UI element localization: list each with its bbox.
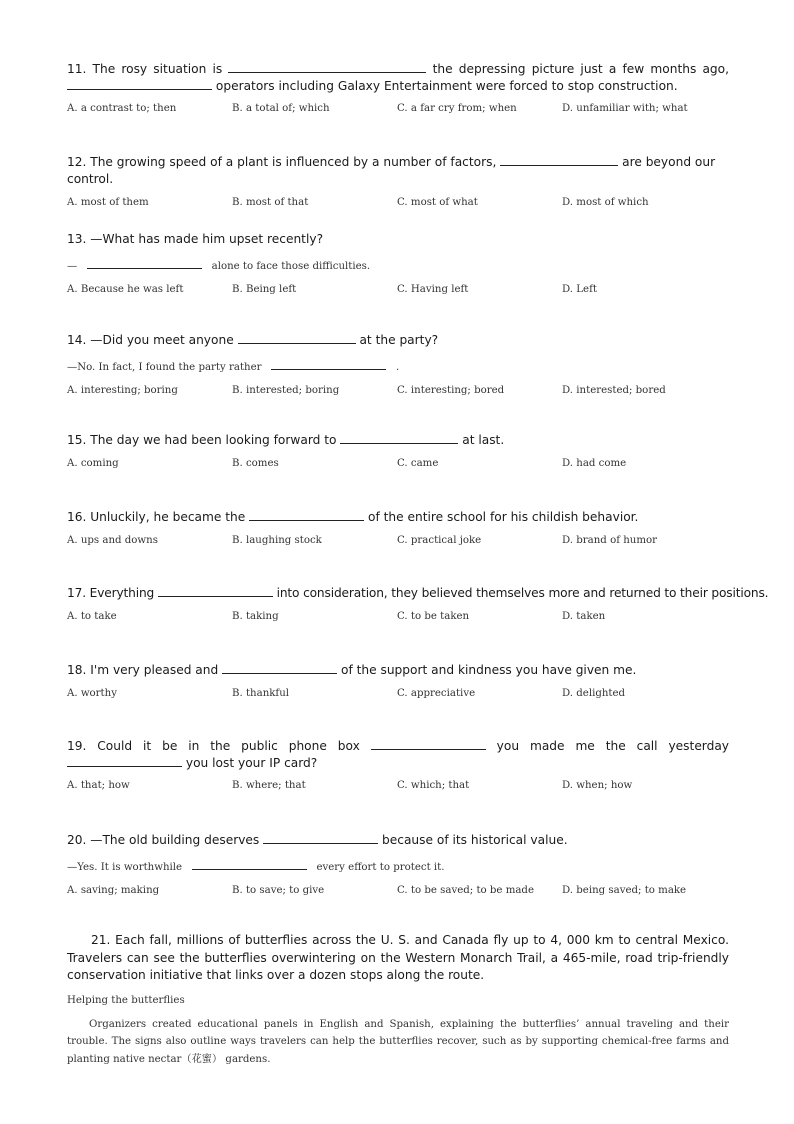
option-a: A. coming xyxy=(67,458,119,469)
option-c: C. came xyxy=(397,458,439,469)
stem-text: because of its historical value. xyxy=(382,833,568,847)
stem-text: you made me the call yesterday xyxy=(496,739,730,753)
option-d: D. when; how xyxy=(562,780,633,791)
stem-text: operators including Galaxy Entertainment were forced to stop construction. xyxy=(215,79,678,93)
stem-text: 18. I'm very pleased and xyxy=(67,663,219,677)
option-b: B. to save; to give xyxy=(232,885,325,896)
answer-blank xyxy=(158,585,273,597)
stem-text: 19. Could it be in the public phone box xyxy=(67,739,360,753)
stem-text: the depressing picture just a few months ago, xyxy=(432,62,729,76)
stem-text: 11. The rosy situation is xyxy=(67,62,223,76)
question-19 xyxy=(67,738,729,794)
stem-text: 12. The growing speed of a plant is influenced by a number of factors, xyxy=(67,155,497,169)
options-row xyxy=(67,385,729,399)
stem-text: you lost your IP card? xyxy=(185,756,318,770)
options-row xyxy=(67,885,729,899)
options-row xyxy=(67,780,729,794)
stem-text: 15. The day we had been looking forward to xyxy=(67,433,337,447)
stem-text: are beyond our control. xyxy=(67,155,716,186)
question-14 xyxy=(67,332,729,399)
answer-blank xyxy=(249,509,364,521)
answer-blank xyxy=(263,832,378,844)
option-a: A. most of them xyxy=(67,197,149,208)
passage-heading: Helping the butterflies xyxy=(67,994,185,1006)
option-d: D. taken xyxy=(562,611,606,622)
option-a: A. Because he was left xyxy=(67,284,184,295)
question-17 xyxy=(67,585,769,625)
option-a: A. ups and downs xyxy=(67,535,158,546)
options-row xyxy=(67,688,729,702)
question-15 xyxy=(67,432,729,472)
options-row xyxy=(67,103,729,117)
question-stem xyxy=(67,662,729,679)
answer-blank xyxy=(228,61,426,73)
option-d: D. being saved; to make xyxy=(562,885,687,896)
answer-blank xyxy=(340,432,458,444)
option-b: B. interested; boring xyxy=(232,385,340,396)
question-16 xyxy=(67,509,729,549)
passage-intro: 21. Each fall, millions of butterflies across the U. S. and Canada fly up to 4, 000 km to central Mexico. Travelers can see the butterflies overwintering on the Western Monarch Trail, a 465-mile, road trip-friendly conservation initiative that links over a dozen stops along the route. xyxy=(67,933,729,982)
question-stem xyxy=(67,332,729,349)
response-line xyxy=(67,358,729,375)
options-row xyxy=(67,458,729,472)
option-d: D. Left xyxy=(562,284,597,295)
stem-text: at the party? xyxy=(359,333,439,347)
option-b: B. most of that xyxy=(232,197,309,208)
answer-blank xyxy=(67,755,182,767)
option-d: D. interested; bored xyxy=(562,385,666,396)
answer-blank xyxy=(67,78,212,90)
answer-blank xyxy=(222,662,337,674)
option-d: D. most of which xyxy=(562,197,649,208)
stem-text: of the entire school for his childish behavior. xyxy=(368,510,639,524)
option-b: B. Being left xyxy=(232,284,297,295)
question-stem xyxy=(67,154,729,188)
question-20 xyxy=(67,832,729,899)
stem-text: at last. xyxy=(462,433,505,447)
option-b: B. laughing stock xyxy=(232,535,322,546)
question-13 xyxy=(67,231,729,298)
response-line xyxy=(67,257,729,274)
response-text: alone to face those difficulties. xyxy=(211,261,371,272)
option-a: A. to take xyxy=(67,611,117,622)
option-b: B. thankful xyxy=(232,688,290,699)
option-c: C. appreciative xyxy=(397,688,476,699)
option-d: D. had come xyxy=(562,458,627,469)
stem-text: 16. Unluckily, he became the xyxy=(67,510,246,524)
option-c: C. most of what xyxy=(397,197,478,208)
answer-blank xyxy=(238,332,356,344)
response-text: . xyxy=(395,362,400,373)
question-stem: 13. —What has made him upset recently? xyxy=(67,232,324,246)
option-d: D. delighted xyxy=(562,688,626,699)
question-stem xyxy=(67,432,729,449)
question-11 xyxy=(67,61,729,117)
answer-blank xyxy=(271,358,386,370)
option-b: B. comes xyxy=(232,458,279,469)
option-c: C. practical joke xyxy=(397,535,482,546)
response-line xyxy=(67,858,729,875)
response-text: every effort to protect it. xyxy=(316,862,445,873)
answer-blank xyxy=(500,154,618,166)
stem-text: 17. Everything xyxy=(67,586,155,600)
response-text: —Yes. It is worthwhile xyxy=(67,862,183,873)
option-b: B. where; that xyxy=(232,780,306,791)
option-d: D. brand of humor xyxy=(562,535,657,546)
option-a: A. that; how xyxy=(67,780,130,791)
options-row xyxy=(67,611,729,625)
question-stem xyxy=(67,509,729,526)
option-b: B. taking xyxy=(232,611,279,622)
option-c: C. to be saved; to be made xyxy=(397,885,534,896)
answer-blank xyxy=(87,257,202,269)
options-row xyxy=(67,535,729,549)
question-12 xyxy=(67,154,729,211)
passage-body: Organizers created educational panels in English and Spanish, explaining the butterflies’ annual traveling and their trouble. The signs also outline ways travelers can help the butterflies recover, such as by supporting chemical-free farms and planting native nectar（花蜜） gardens. xyxy=(67,1018,729,1065)
stem-text: 14. —Did you meet anyone xyxy=(67,333,234,347)
stem-text: of the support and kindness you have given me. xyxy=(340,663,637,677)
answer-blank xyxy=(371,738,486,750)
option-c: C. Having left xyxy=(397,284,469,295)
response-text: —No. In fact, I found the party rather xyxy=(67,362,262,373)
question-18 xyxy=(67,662,729,702)
option-c: C. interesting; bored xyxy=(397,385,505,396)
option-c: C. a far cry from; when xyxy=(397,103,517,114)
option-a: A. saving; making xyxy=(67,885,160,896)
stem-text: 20. —The old building deserves xyxy=(67,833,260,847)
reading-passage xyxy=(67,932,729,1068)
option-c: C. which; that xyxy=(397,780,470,791)
stem-text: into consideration, they believed themselves more and returned to their positions. xyxy=(276,586,769,600)
options-row xyxy=(67,284,729,298)
question-stem xyxy=(67,61,729,95)
option-a: A. worthy xyxy=(67,688,117,699)
question-stem xyxy=(67,585,769,602)
question-stem xyxy=(67,832,729,849)
option-b: B. a total of; which xyxy=(232,103,330,114)
option-c: C. to be taken xyxy=(397,611,470,622)
option-d: D. unfamiliar with; what xyxy=(562,103,688,114)
option-a: A. interesting; boring xyxy=(67,385,178,396)
question-stem xyxy=(67,738,729,772)
response-text: — xyxy=(67,261,78,272)
options-row xyxy=(67,197,729,211)
option-a: A. a contrast to; then xyxy=(67,103,177,114)
answer-blank xyxy=(192,858,307,870)
